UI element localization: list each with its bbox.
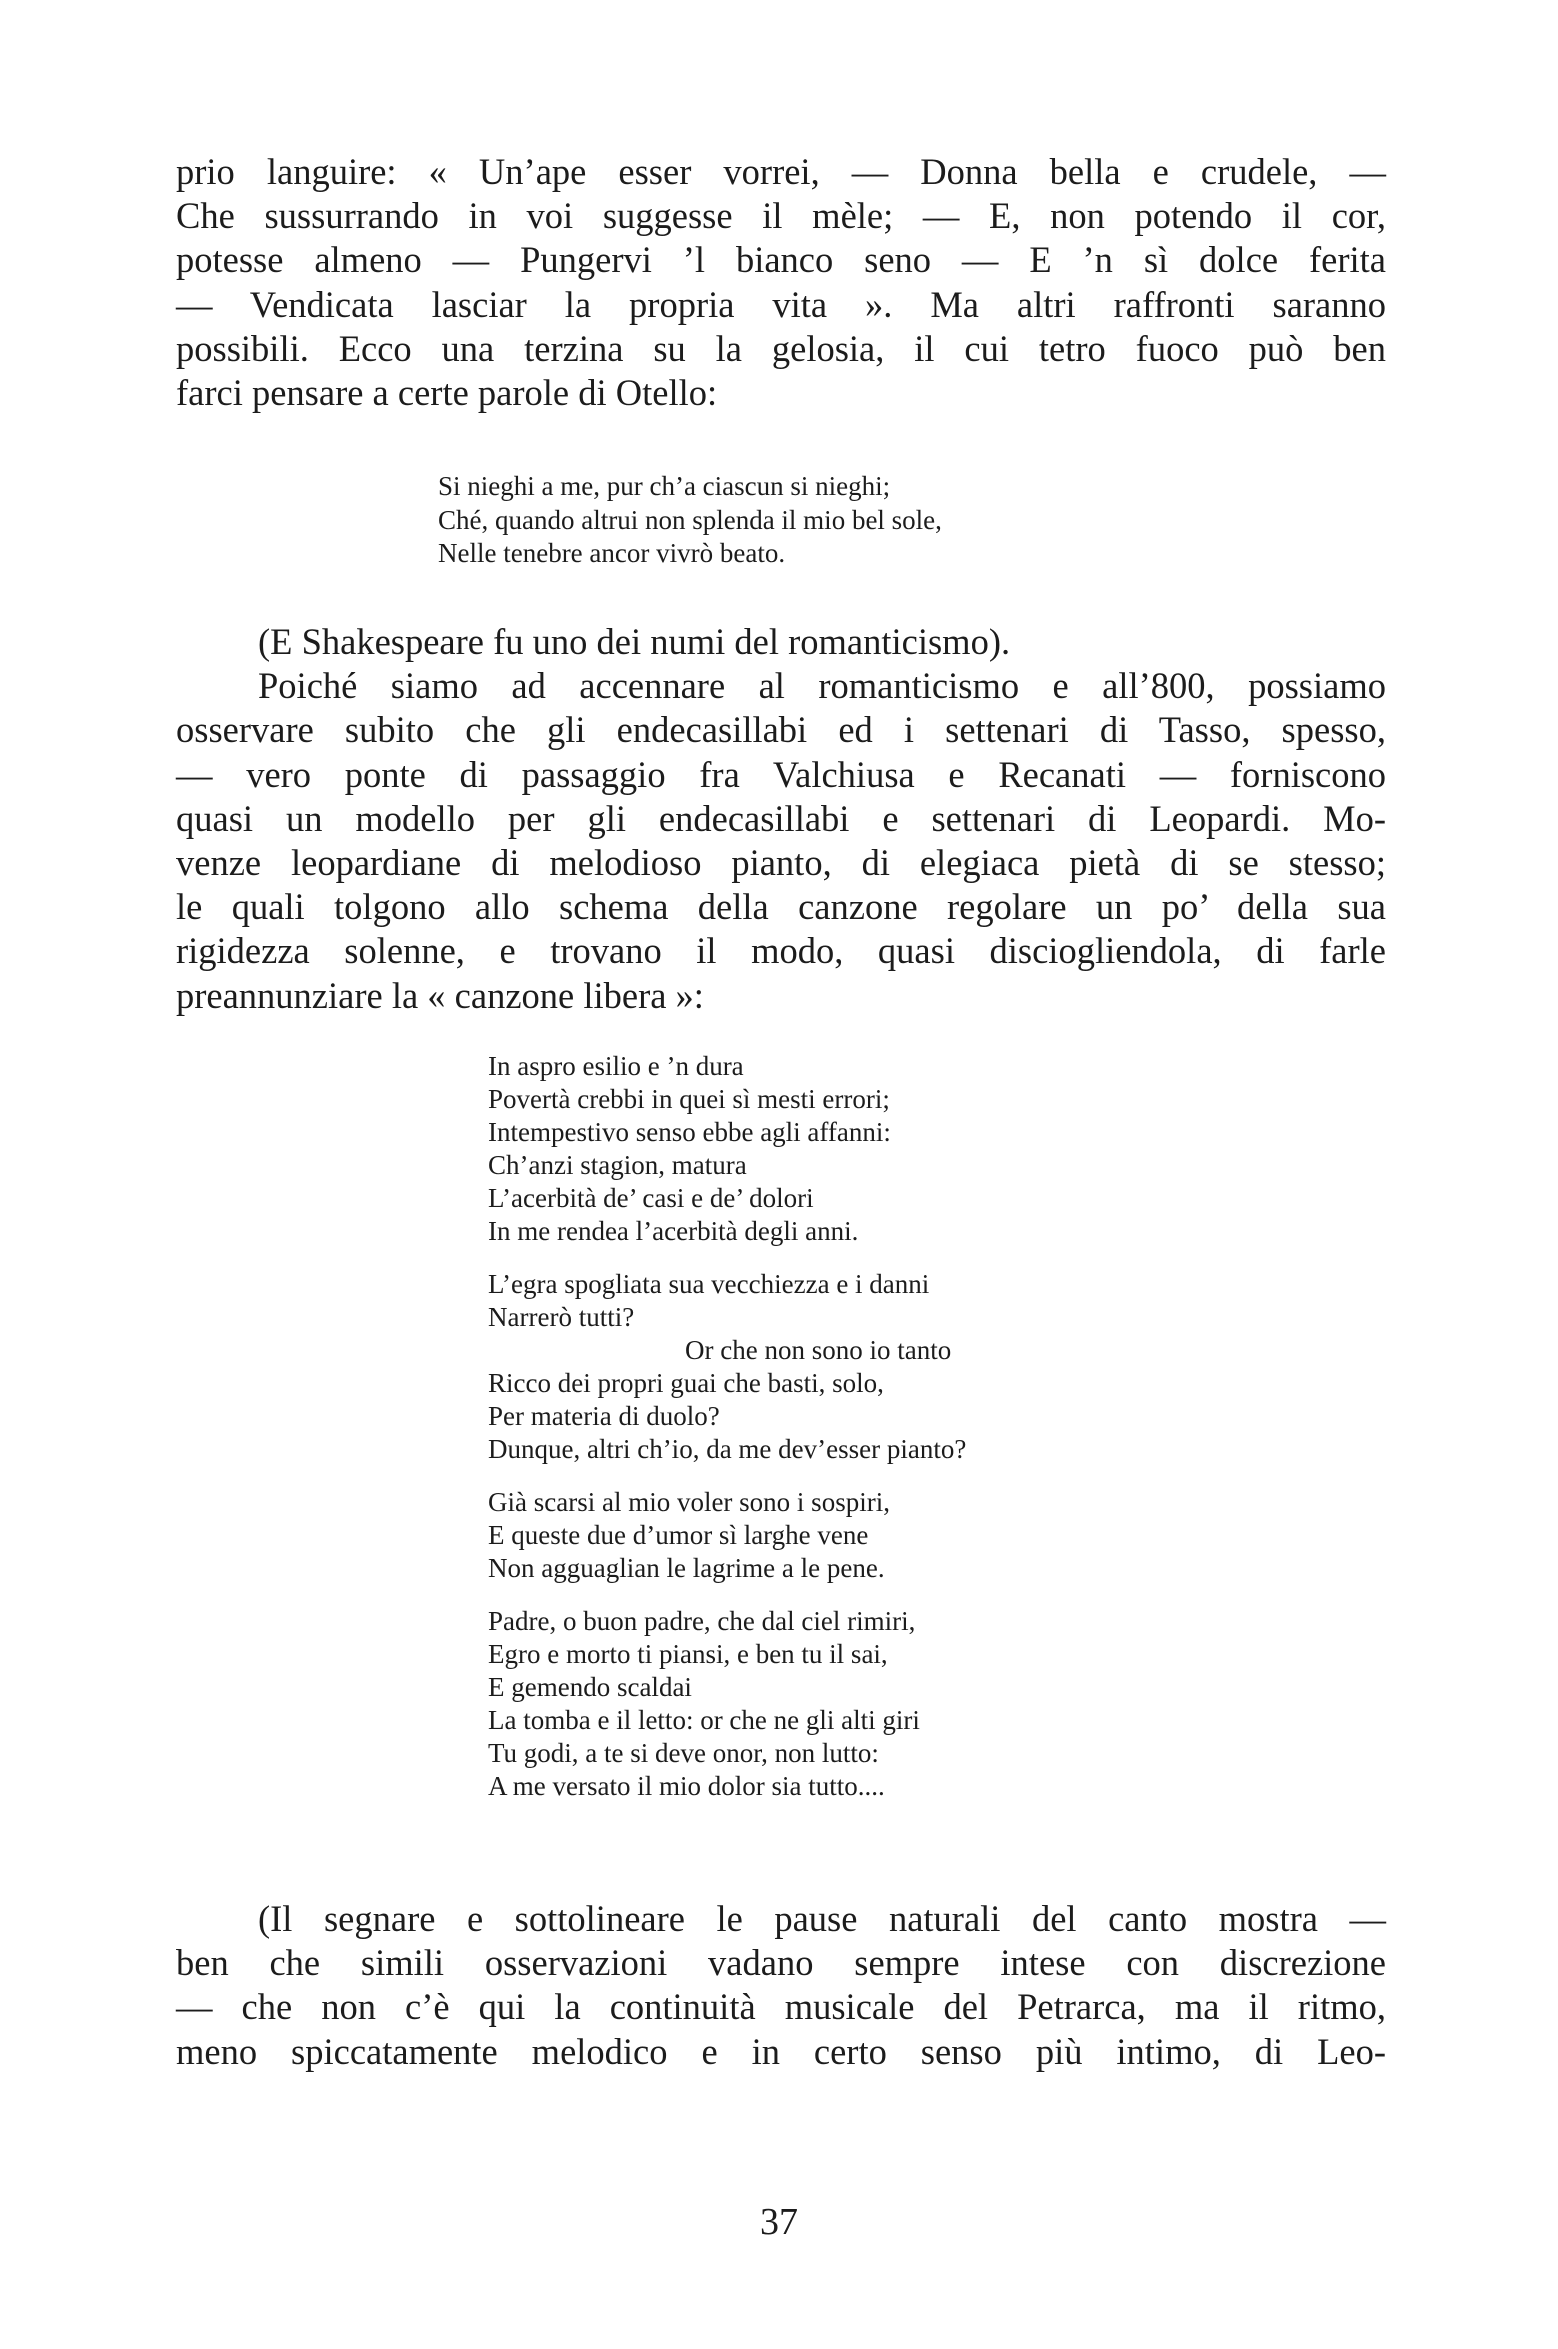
verse-line: Non agguaglian le lagrime a le pene. [488,1553,885,1583]
text-line: (Il segnare e sottolineare le pause naturali del canto mostra — [258,1898,1386,1939]
text-line: meno spiccatamente melodico e in certo senso più intimo, di Leo- [176,2030,1386,2072]
stanza-2 [488,1268,966,1466]
stanza-4 [488,1605,966,1803]
verse-line: Ch’anzi stagion, matura [488,1150,747,1180]
text-line: Poiché siamo ad accennare al romanticismo e all’800, possiamo [258,665,1386,707]
verse-line: E queste due d’umor sì larghe vene [488,1520,869,1550]
verse-line: E gemendo scaldai [488,1672,692,1702]
verse-line: In aspro esilio e ’n dura [488,1051,744,1081]
verse-line: A me versato il mio dolor sia tutto.... [488,1771,885,1801]
verse-line: Padre, o buon padre, che dal ciel rimiri, [488,1606,916,1636]
verse-line: Ché, quando altrui non splenda il mio bel sole, [438,504,942,535]
verse-line: L’egra spogliata sua vecchiezza e i danni [488,1269,930,1299]
text-line: preannunziare la « canzone libera »: [176,974,704,1016]
verse-line: Or che non sono io tanto [685,1335,952,1365]
verse-line: Narrerò tutti? [488,1302,635,1332]
text-line: farci pensare a certe parole di Otello: [176,372,718,414]
verse-line: Dunque, altri ch’io, da me dev’esser pianto? [488,1434,967,1464]
text-line: osservare subito che gli endecasillabi ed i settenari di Tasso, spesso, [176,709,1386,751]
canzone-quote [488,1050,966,1803]
text-line: Che sussurrando in voi suggesse il mèle; — E, non potendo il cor, [176,195,1386,237]
text-line: — vero ponte di passaggio fra Valchiusa e Recanati — forniscono [176,753,1386,795]
text-line: venze leopardiane di melodioso pianto, di elegiaca pietà di se stesso; [176,842,1386,884]
verse-line: In me rendea l’acerbità degli anni. [488,1216,859,1246]
stanza-1 [488,1050,966,1248]
verse-line: Tu godi, a te si deve onor, non lutto: [488,1738,879,1768]
verse-line: Si nieghi a me, pur ch’a ciascun si nieghi; [438,471,891,501]
verse-line: L’acerbità de’ casi e de’ dolori [488,1183,814,1213]
verse-line: Ricco dei propri guai che basti, solo, [488,1368,884,1398]
verse-line: La tomba e il letto: or che ne gli alti giri [488,1705,920,1735]
paragraph-2 [176,620,1386,1018]
verse-line: Egro e morto ti piansi, e ben tu il sai, [488,1639,888,1669]
tercet-quote [438,470,942,571]
text-line: rigidezza solenne, e trovano il modo, quasi disciogliendola, di farle [176,930,1386,972]
paragraph-1 [176,150,1386,415]
text-line: — che non c’è qui la continuità musicale del Petrarca, ma il ritmo, [176,1986,1386,2028]
verse-line: Per materia di duolo? [488,1401,720,1431]
text-line: — Vendicata lasciar la propria vita ». Ma altri raffronti saranno [176,283,1386,325]
text-line: quasi un modello per gli endecasillabi e settenari di Leopardi. Mo- [176,797,1386,839]
stanza-3 [488,1486,966,1585]
text-line: potesse almeno — Pungervi ’l bianco seno — E ’n sì dolce ferita [176,239,1386,281]
text-line: (E Shakespeare fu uno dei numi del romanticismo). [258,621,1011,662]
page-number: 37 [760,2201,798,2243]
text-line: prio languire: « Un’ape esser vorrei, — Donna bella e crudele, — [176,151,1386,192]
verse-line: Già scarsi al mio voler sono i sospiri, [488,1487,890,1517]
paragraph-3 [176,1897,1386,2074]
verse-line: Intempestivo senso ebbe agli affanni: [488,1117,891,1147]
text-line: le quali tolgono allo schema della canzone regolare un po’ della sua [176,886,1386,928]
text-line: possibili. Ecco una terzina su la gelosia, il cui tetro fuoco può ben [176,327,1386,369]
text-line: ben che simili osservazioni vadano sempre intese con discrezione [176,1942,1386,1984]
verse-line: Povertà crebbi in quei sì mesti errori; [488,1084,890,1114]
verse-line: Nelle tenebre ancor vivrò beato. [438,538,786,568]
